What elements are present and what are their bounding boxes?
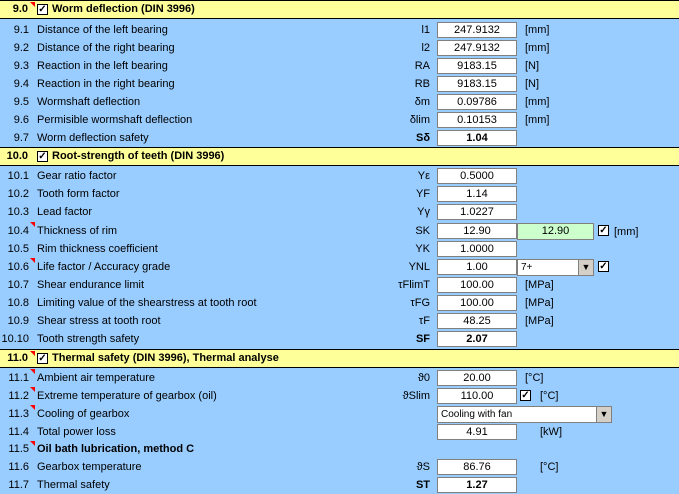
row-label: Distance of the left bearing	[37, 24, 168, 36]
row-label: Gear ratio factor	[37, 170, 117, 182]
row-symbol: ST	[415, 479, 430, 491]
row-label: Shear endurance limit	[37, 279, 145, 291]
section-number: 9.0	[12, 3, 28, 15]
accuracy-grade-checkbox[interactable]: ✓	[599, 261, 608, 272]
table-row	[0, 203, 679, 221]
section-checkbox[interactable]: ✓	[38, 4, 47, 15]
row-unit: [mm]	[525, 24, 550, 36]
row-number: 9.2	[13, 42, 29, 54]
table-row	[0, 312, 679, 330]
row-number: 10.1	[7, 170, 29, 182]
value-field: 48.25	[437, 313, 517, 329]
row-label: Cooling of gearbox	[37, 408, 130, 420]
row-unit: [°C]	[540, 461, 559, 473]
row-symbol: δlim	[409, 114, 430, 126]
chevron-down-icon[interactable]: ▼	[578, 260, 593, 275]
value-field: 0.09786	[437, 94, 517, 110]
row-label: Tooth strength safety	[37, 333, 140, 345]
row-symbol: ϑSlim	[402, 390, 430, 402]
value-field: 247.9132	[437, 22, 517, 38]
row-label: Ambient air temperature	[37, 372, 155, 384]
row-symbol: RB	[414, 78, 430, 90]
row-unit: [mm]	[614, 226, 639, 238]
table-row	[0, 57, 679, 75]
value-field: 12.90	[437, 223, 517, 239]
table-row	[0, 39, 679, 57]
value-field: 1.0000	[437, 241, 517, 257]
table-row	[0, 93, 679, 111]
row-number: 9.7	[13, 132, 29, 144]
row-label: Distance of the right bearing	[37, 42, 175, 54]
row-label: Worm deflection safety	[37, 132, 149, 144]
row-symbol: τF	[418, 315, 430, 327]
oil-temperature-checkbox[interactable]: ✓	[521, 390, 530, 401]
row-symbol: Yε	[417, 170, 430, 182]
section-checkbox[interactable]: ✓	[38, 353, 47, 364]
row-symbol: ϑS	[416, 461, 430, 473]
table-row	[0, 240, 679, 258]
row-label: Reaction in the left bearing	[37, 60, 168, 72]
row-label: Lead factor	[37, 206, 93, 218]
row-number: 10.9	[7, 315, 29, 327]
row-label: Gearbox temperature	[37, 461, 142, 473]
table-row	[0, 405, 679, 423]
row-symbol: YNL	[408, 261, 430, 273]
row-number: 11.1	[8, 372, 29, 384]
row-number: 9.6	[13, 114, 29, 126]
table-row	[0, 185, 679, 203]
table-row	[0, 258, 679, 276]
row-label: Tooth form factor	[37, 188, 120, 200]
row-number: 10.8	[7, 297, 29, 309]
row-label: Extreme temperature of gearbox (oil)	[37, 390, 217, 402]
row-symbol: l1	[421, 24, 430, 36]
value-field: 9183.15	[437, 58, 517, 74]
table-row	[0, 167, 679, 185]
row-unit: [mm]	[525, 96, 550, 108]
row-number: 11.7	[8, 479, 29, 491]
comment-marker-icon	[30, 258, 35, 263]
section-title: Root-strength of teeth (DIN 3996)	[52, 150, 225, 162]
row-symbol: SK	[415, 225, 430, 237]
row-number: 10.2	[7, 188, 29, 200]
row-label: Permisible wormshaft deflection	[37, 114, 193, 126]
table-row	[0, 21, 679, 39]
row-unit: [MPa]	[525, 297, 554, 309]
table-row	[0, 330, 679, 348]
comment-marker-icon	[30, 387, 35, 392]
value-field: 100.00	[437, 277, 517, 293]
table-row	[0, 276, 679, 294]
row-unit: [N]	[525, 60, 540, 72]
row-symbol: ϑ0	[417, 372, 430, 384]
section-header-9	[0, 1, 679, 18]
value-field: 0.10153	[437, 112, 517, 128]
row-label: Life factor / Accuracy grade	[37, 261, 171, 273]
value-field: 100.00	[437, 295, 517, 311]
section-title: Thermal safety (DIN 3996), Thermal analyse	[52, 352, 279, 364]
table-row	[0, 387, 679, 405]
section-header-11	[0, 350, 679, 367]
section-number: 11.0	[7, 352, 28, 364]
row-number: 10.5	[7, 243, 29, 255]
row-symbol: RA	[414, 60, 430, 72]
row-number: 11.3	[8, 408, 29, 420]
table-row	[0, 476, 679, 494]
select-value: Cooling with fan	[441, 409, 513, 420]
section-number: 10.0	[6, 150, 28, 162]
row-symbol: τFlimT	[398, 279, 430, 291]
row-unit: [°C]	[540, 390, 559, 402]
row-label: Rim thickness coefficient	[37, 243, 158, 255]
rim-thickness-checkbox[interactable]: ✓	[599, 225, 608, 236]
row-unit: [MPa]	[525, 279, 554, 291]
row-number: 10.10	[1, 333, 29, 345]
subsection-title: Oil bath lubrication, method C	[37, 443, 195, 455]
chevron-down-icon[interactable]: ▼	[596, 407, 611, 422]
table-row	[0, 111, 679, 129]
row-label: Thermal safety	[37, 479, 110, 491]
table-row	[0, 458, 679, 476]
comment-marker-icon	[30, 351, 35, 356]
section-title: Worm deflection (DIN 3996)	[52, 3, 195, 15]
cooling-select[interactable]	[437, 406, 612, 423]
result-field: 1.04	[437, 130, 517, 146]
value-field: 110.00	[437, 388, 517, 404]
row-number: 9.1	[13, 24, 29, 36]
subsection-number: 11.5	[8, 443, 29, 455]
result-field: 1.27	[437, 477, 517, 493]
comment-marker-icon	[30, 405, 35, 410]
result-field: 2.07	[437, 331, 517, 347]
row-number: 11.6	[8, 461, 29, 473]
value-field: 4.91	[437, 424, 517, 440]
value-field: 9183.15	[437, 76, 517, 92]
row-label: Total power loss	[37, 426, 116, 438]
value-field: 1.14	[437, 186, 517, 202]
row-symbol: SF	[415, 333, 430, 345]
table-row	[0, 423, 679, 441]
comment-marker-icon	[30, 222, 35, 227]
row-number: 10.3	[7, 206, 29, 218]
row-unit: [mm]	[525, 42, 550, 54]
row-symbol: τFG	[410, 297, 430, 309]
row-symbol: l2	[421, 42, 430, 54]
row-unit: [MPa]	[525, 315, 554, 327]
row-number: 11.4	[8, 426, 29, 438]
table-row	[0, 75, 679, 93]
row-number: 10.7	[7, 279, 29, 291]
accuracy-grade-select[interactable]	[517, 259, 594, 276]
row-symbol: Yγ	[417, 206, 430, 218]
value-field: 0.5000	[437, 168, 517, 184]
row-symbol: δm	[414, 96, 430, 108]
comment-marker-icon	[30, 369, 35, 374]
row-label: Thickness of rim	[37, 225, 118, 237]
ambient-temperature-input[interactable]: 20.00	[437, 370, 517, 386]
row-label: Shear stress at tooth root	[37, 315, 161, 327]
row-label: Limiting value of the shearstress at tooth root	[37, 297, 257, 309]
row-number: 11.2	[8, 390, 29, 402]
row-number: 10.6	[7, 261, 29, 273]
comment-marker-icon	[30, 441, 35, 446]
row-unit: [°C]	[525, 372, 544, 384]
row-number: 9.3	[13, 60, 29, 72]
row-unit: [mm]	[525, 114, 550, 126]
row-symbol: YK	[415, 243, 430, 255]
subsection-header	[0, 441, 679, 458]
row-number: 10.4	[7, 225, 29, 237]
value-field: 247.9132	[437, 40, 517, 56]
section-checkbox[interactable]: ✓	[38, 151, 47, 162]
row-label: Wormshaft deflection	[37, 96, 141, 108]
row-symbol: Sδ	[415, 132, 430, 144]
row-symbol: YF	[415, 188, 430, 200]
rim-thickness-input[interactable]: 12.90	[517, 223, 594, 240]
row-number: 9.5	[13, 96, 29, 108]
table-row	[0, 369, 679, 387]
select-value: 7+	[521, 262, 533, 273]
row-number: 9.4	[13, 78, 29, 90]
value-field: 1.0227	[437, 204, 517, 220]
value-field: 86.76	[437, 459, 517, 475]
value-field: 1.00	[437, 259, 517, 275]
table-row	[0, 129, 679, 147]
section-header-10	[0, 148, 679, 165]
table-row	[0, 222, 679, 240]
table-row	[0, 294, 679, 312]
comment-marker-icon	[30, 2, 35, 7]
row-unit: [N]	[525, 78, 540, 90]
row-label: Reaction in the right bearing	[37, 78, 175, 90]
row-unit: [kW]	[540, 426, 562, 438]
